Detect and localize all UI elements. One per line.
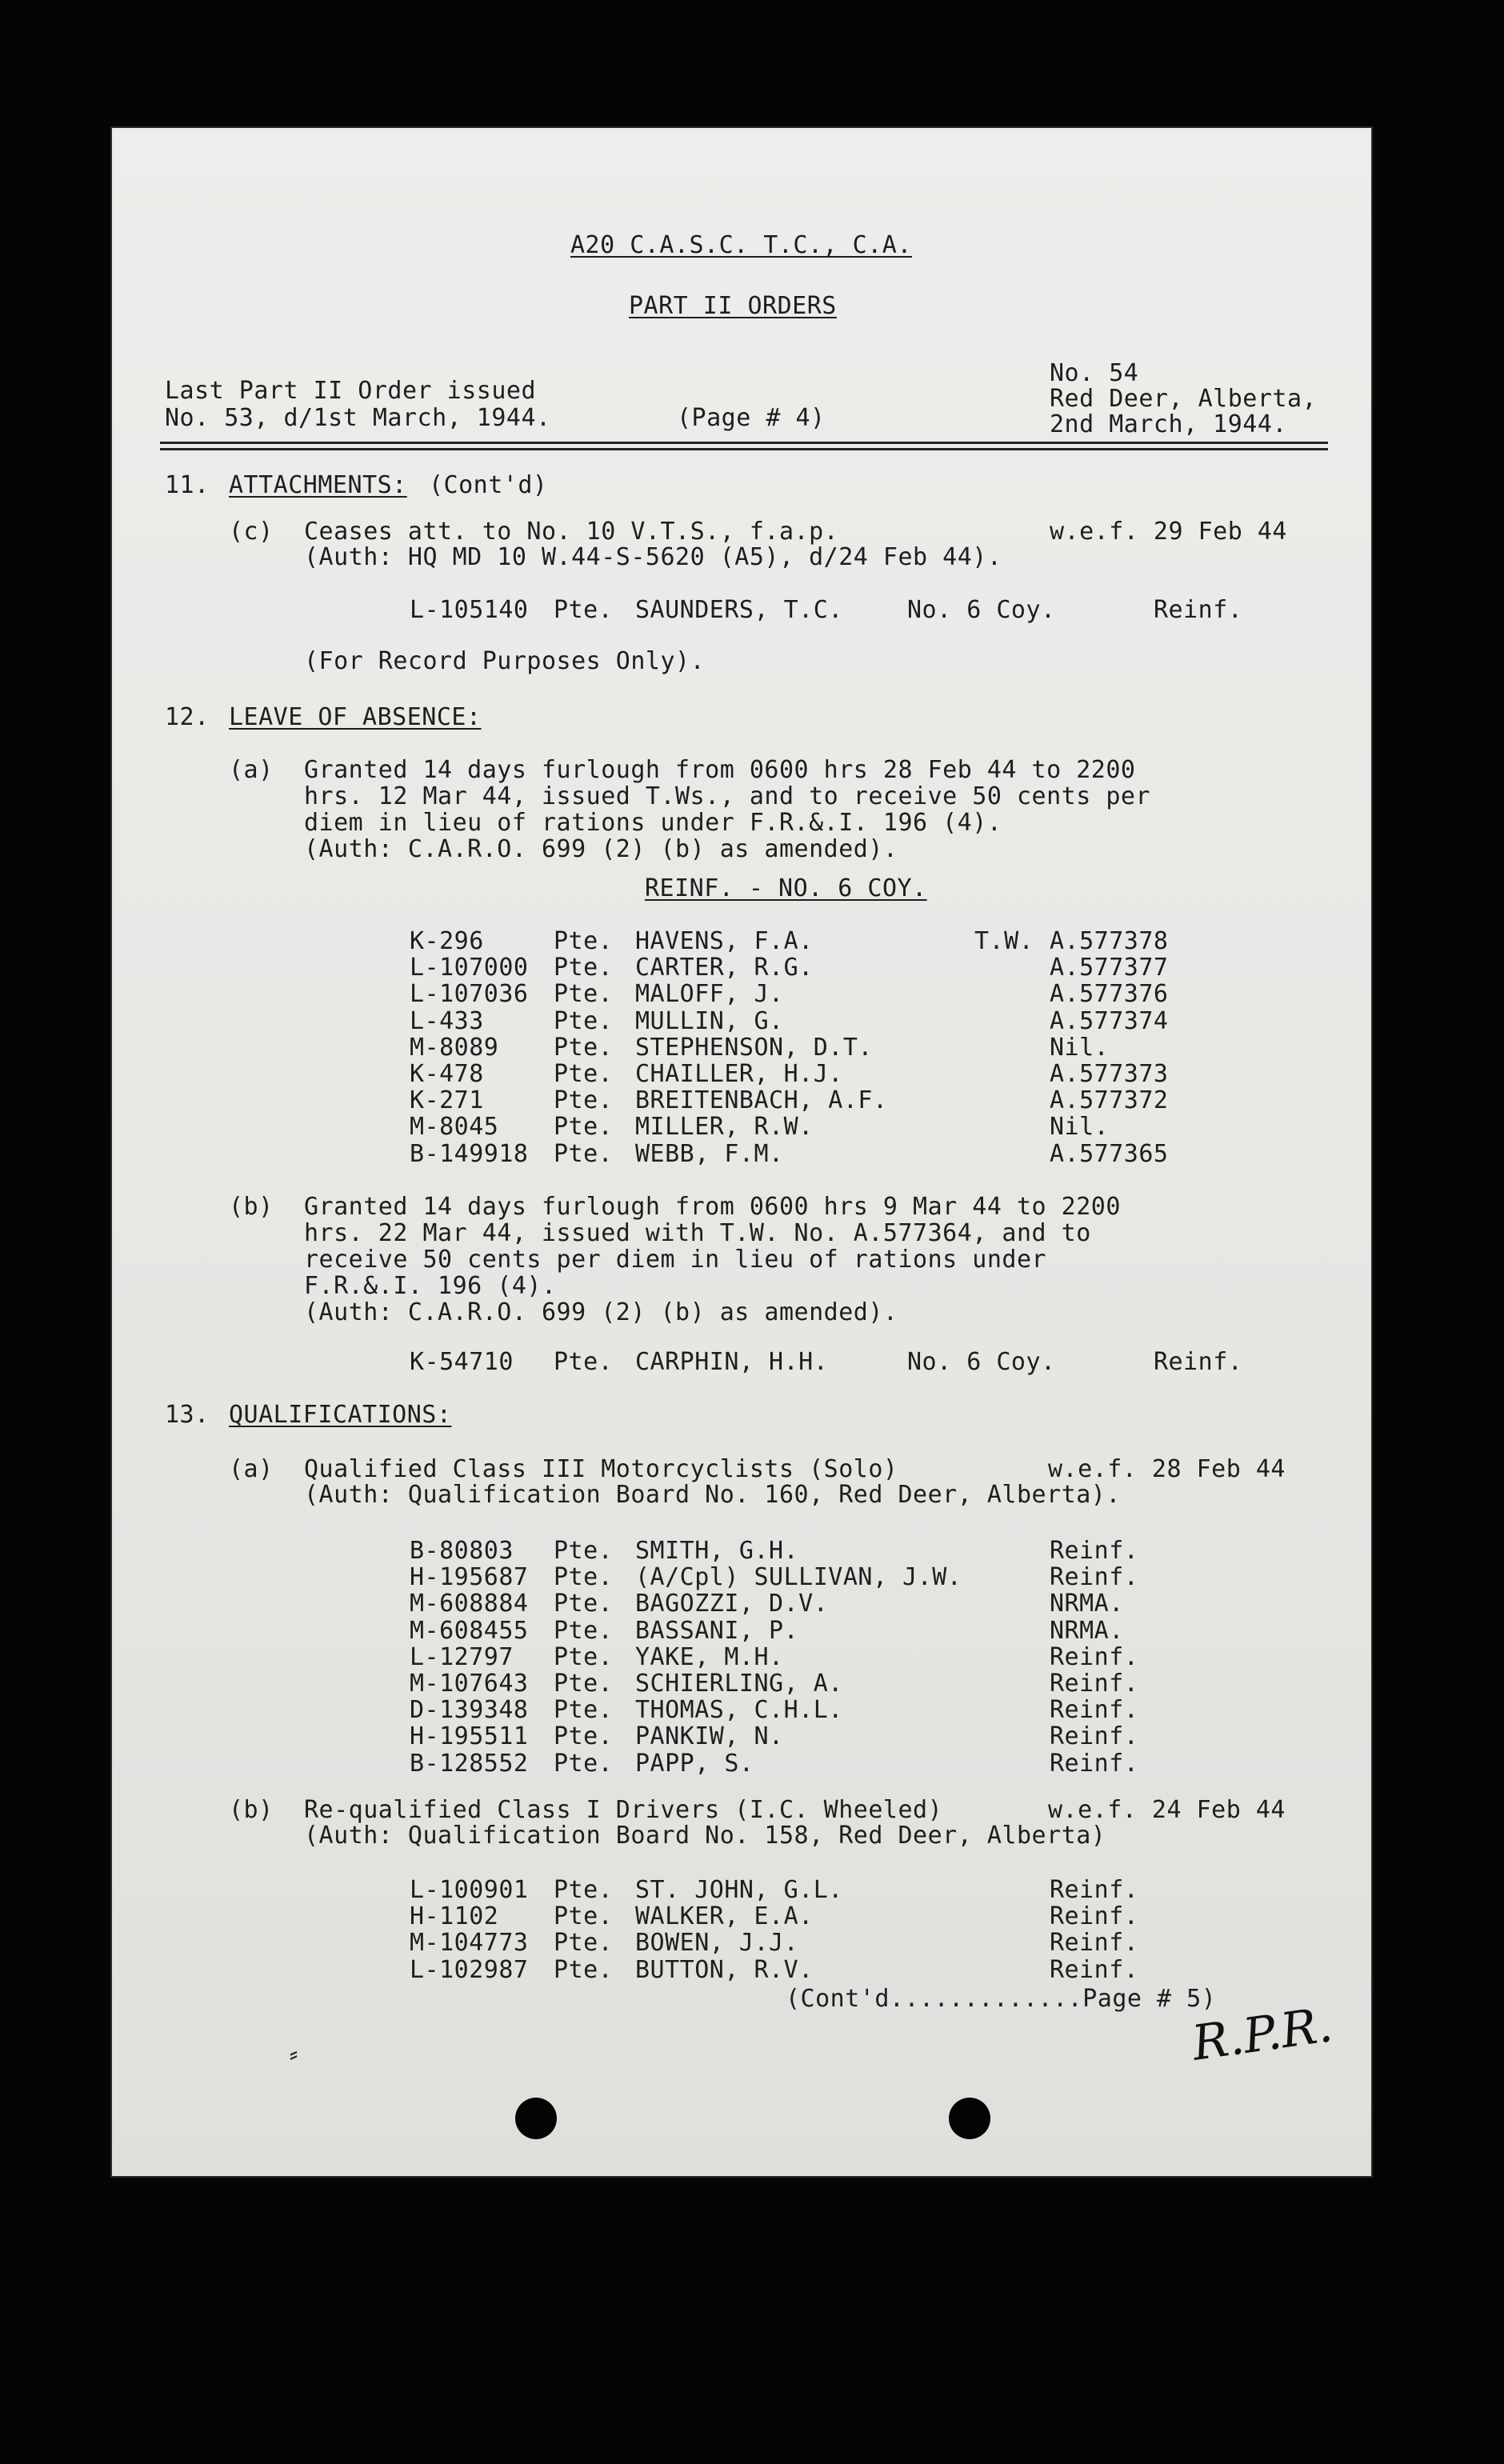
service-number: B-128552 [410, 1750, 529, 1778]
soldier-name: YAKE, M.H. [635, 1643, 784, 1671]
service-number: M-104773 [410, 1929, 529, 1957]
soldier-name: WALKER, E.A. [635, 1902, 814, 1930]
text-line: hrs. 12 Mar 44, issued T.Ws., and to receive 50 cents per [304, 782, 1151, 810]
soldier-name: SAUNDERS, T.C. [635, 596, 843, 624]
status: NRMA. [1050, 1617, 1124, 1645]
soldier-name: BAGOZZI, D.V. [635, 1590, 829, 1618]
tw-number: A.577365 [1050, 1140, 1169, 1168]
rank: Pte. [554, 1956, 614, 1984]
continued-note: (Cont'd.............Page # 5) [786, 1985, 1217, 2013]
order-place: Red Deer, Alberta, [1050, 385, 1318, 413]
text-line: Granted 14 days furlough from 0600 hrs 28 Feb 44 to 2200 [304, 756, 1136, 784]
status: Reinf. [1050, 1563, 1139, 1591]
service-number: H-195687 [410, 1563, 529, 1591]
document-page [112, 128, 1371, 2176]
rank: Pte. [554, 1696, 614, 1724]
soldier-name: PANKIW, N. [635, 1722, 784, 1750]
soldier-name: BASSANI, P. [635, 1617, 799, 1645]
rank: Pte. [554, 1140, 614, 1168]
text-line: (Auth: C.A.R.O. 699 (2) (b) as amended). [304, 835, 898, 863]
rank: Pte. [554, 1643, 614, 1671]
rank: Pte. [554, 1617, 614, 1645]
tw-number: A.577376 [1050, 980, 1169, 1008]
rank: Pte. [554, 1563, 614, 1591]
status: Reinf. [1050, 1696, 1139, 1724]
rank: Pte. [554, 1007, 614, 1035]
section-12a-label: (a) [229, 756, 274, 784]
rank: Pte. [554, 596, 614, 624]
punch-hole-left [515, 2098, 557, 2139]
text-line: Granted 14 days furlough from 0600 hrs 9 Mar 44 to 2200 [304, 1193, 1121, 1221]
section-13a-wef: w.e.f. 28 Feb 44 [1048, 1455, 1286, 1483]
soldier-name: THOMAS, C.H.L. [635, 1696, 843, 1724]
tw-number: A.577378 [1050, 927, 1169, 955]
status: Reinf. [1050, 1537, 1139, 1565]
tw-column-label: T.W. [974, 927, 1034, 955]
soldier-name: BOWEN, J.J. [635, 1929, 799, 1957]
status: Reinf. [1050, 1876, 1139, 1904]
service-number: M-107643 [410, 1670, 529, 1698]
text-line: (Auth: C.A.R.O. 699 (2) (b) as amended). [304, 1298, 898, 1326]
section-13a-label: (a) [229, 1455, 274, 1483]
stray-mark: ⸗ [286, 2040, 302, 2068]
rank: Pte. [554, 1537, 614, 1565]
rank: Pte. [554, 1750, 614, 1778]
text-line: hrs. 22 Mar 44, issued with T.W. No. A.577364, and to [304, 1219, 1091, 1247]
section-11-heading-suffix: (Cont'd) [429, 471, 548, 499]
section-13-number: 13. [165, 1401, 210, 1429]
status: NRMA. [1050, 1590, 1124, 1618]
soldier-name: HAVENS, F.A. [635, 927, 814, 955]
service-number: M-608455 [410, 1617, 529, 1645]
section-11-heading: ATTACHMENTS: [229, 471, 407, 499]
soldier-name: CARPHIN, H.H. [635, 1348, 829, 1376]
rank: Pte. [554, 1590, 614, 1618]
service-number: M-8089 [410, 1034, 499, 1062]
service-number: L-102987 [410, 1956, 529, 1984]
service-number: L-433 [410, 1007, 484, 1035]
service-number: L-107036 [410, 980, 529, 1008]
service-number: K-271 [410, 1086, 484, 1114]
status: Reinf. [1154, 596, 1243, 624]
section-12b-label: (b) [229, 1193, 274, 1221]
service-number: L-105140 [410, 596, 529, 624]
status: Reinf. [1050, 1902, 1139, 1930]
service-number: D-139348 [410, 1696, 529, 1724]
tw-number: Nil. [1050, 1034, 1110, 1062]
last-issued-line-2: No. 53, d/1st March, 1944. [165, 404, 551, 432]
header-rule-bottom [160, 448, 1328, 450]
status: Reinf. [1050, 1643, 1139, 1671]
section-13a-line-2: (Auth: Qualification Board No. 160, Red Deer, Alberta). [304, 1481, 1121, 1509]
section-11-note: (For Record Purposes Only). [304, 647, 706, 675]
service-number: B-80803 [410, 1537, 514, 1565]
section-11-number: 11. [165, 471, 210, 499]
soldier-name: (A/Cpl) SULLIVAN, J.W. [635, 1563, 962, 1591]
service-number: L-12797 [410, 1643, 514, 1671]
page-number: (Page # 4) [677, 404, 826, 432]
service-number: B-149918 [410, 1140, 529, 1168]
rank: Pte. [554, 954, 614, 982]
status: Reinf. [1050, 1722, 1139, 1750]
page-title: PART II ORDERS [629, 292, 837, 320]
soldier-name: WEBB, F.M. [635, 1140, 784, 1168]
soldier-name: MILLER, R.W. [635, 1113, 814, 1141]
service-number: K-54710 [410, 1348, 514, 1376]
service-number: H-1102 [410, 1902, 499, 1930]
soldier-name: CARTER, R.G. [635, 954, 814, 982]
service-number: K-478 [410, 1060, 484, 1088]
section-12-heading: LEAVE OF ABSENCE: [229, 703, 482, 731]
order-number: No. 54 [1050, 359, 1139, 387]
section-12-number: 12. [165, 703, 210, 731]
status: Reinf. [1154, 1348, 1243, 1376]
punch-hole-right [949, 2098, 990, 2139]
section-13b-label: (b) [229, 1796, 274, 1824]
tw-number: Nil. [1050, 1113, 1110, 1141]
text-line: F.R.&.I. 196 (4). [304, 1272, 557, 1300]
company: No. 6 Coy. [907, 1348, 1056, 1376]
service-number: L-107000 [410, 954, 529, 982]
rank: Pte. [554, 980, 614, 1008]
section-11c-line-2: (Auth: HQ MD 10 W.44-S-5620 (A5), d/24 Feb 44). [304, 543, 1002, 571]
soldier-name: BREITENBACH, A.F. [635, 1086, 888, 1114]
section-13-heading: QUALIFICATIONS: [229, 1401, 452, 1429]
service-number: H-195511 [410, 1722, 529, 1750]
soldier-name: MALOFF, J. [635, 980, 784, 1008]
soldier-name: CHAILLER, H.J. [635, 1060, 843, 1088]
company: No. 6 Coy. [907, 596, 1056, 624]
rank: Pte. [554, 1670, 614, 1698]
service-number: K-296 [410, 927, 484, 955]
rank: Pte. [554, 1929, 614, 1957]
soldier-name: STEPHENSON, D.T. [635, 1034, 873, 1062]
rank: Pte. [554, 1722, 614, 1750]
status: Reinf. [1050, 1750, 1139, 1778]
soldier-name: BUTTON, R.V. [635, 1956, 814, 1984]
tw-number: A.577372 [1050, 1086, 1169, 1114]
service-number: L-100901 [410, 1876, 529, 1904]
rank: Pte. [554, 1348, 614, 1376]
last-issued-line-1: Last Part II Order issued [165, 377, 537, 405]
rank: Pte. [554, 927, 614, 955]
section-11c-label: (c) [229, 518, 274, 546]
section-11c-line-1: Ceases att. to No. 10 V.T.S., f.a.p. [304, 518, 839, 546]
unit-title: A20 C.A.S.C. T.C., C.A. [570, 231, 912, 259]
rank: Pte. [554, 1902, 614, 1930]
tw-number: A.577373 [1050, 1060, 1169, 1088]
section-13b-line-2: (Auth: Qualification Board No. 158, Red Deer, Alberta) [304, 1822, 1106, 1850]
header-rule-top [160, 442, 1328, 444]
text-line: diem in lieu of rations under F.R.&.I. 196 (4). [304, 809, 1002, 837]
service-number: M-8045 [410, 1113, 499, 1141]
status: Reinf. [1050, 1929, 1139, 1957]
soldier-name: MULLIN, G. [635, 1007, 784, 1035]
status: Reinf. [1050, 1670, 1139, 1698]
section-13b-wef: w.e.f. 24 Feb 44 [1048, 1796, 1286, 1824]
handwritten-initials: R.P.R. [1188, 1997, 1336, 2072]
section-13a-line-1: Qualified Class III Motorcyclists (Solo) [304, 1455, 898, 1483]
text-line: receive 50 cents per diem in lieu of rations under [304, 1246, 1047, 1274]
rank: Pte. [554, 1034, 614, 1062]
tw-number: A.577377 [1050, 954, 1169, 982]
section-13b-line-1: Re-qualified Class I Drivers (I.C. Wheeled) [304, 1796, 943, 1824]
soldier-name: SMITH, G.H. [635, 1537, 799, 1565]
rank: Pte. [554, 1060, 614, 1088]
rank: Pte. [554, 1086, 614, 1114]
order-date: 2nd March, 1944. [1050, 410, 1287, 438]
rank: Pte. [554, 1876, 614, 1904]
status: Reinf. [1050, 1956, 1139, 1984]
section-12a-subheading: REINF. - NO. 6 COY. [645, 874, 927, 902]
tw-number: A.577374 [1050, 1007, 1169, 1035]
rank: Pte. [554, 1113, 614, 1141]
soldier-name: SCHIERLING, A. [635, 1670, 843, 1698]
section-11c-wef: w.e.f. 29 Feb 44 [1050, 518, 1287, 546]
service-number: M-608884 [410, 1590, 529, 1618]
soldier-name: ST. JOHN, G.L. [635, 1876, 843, 1904]
soldier-name: PAPP, S. [635, 1750, 754, 1778]
